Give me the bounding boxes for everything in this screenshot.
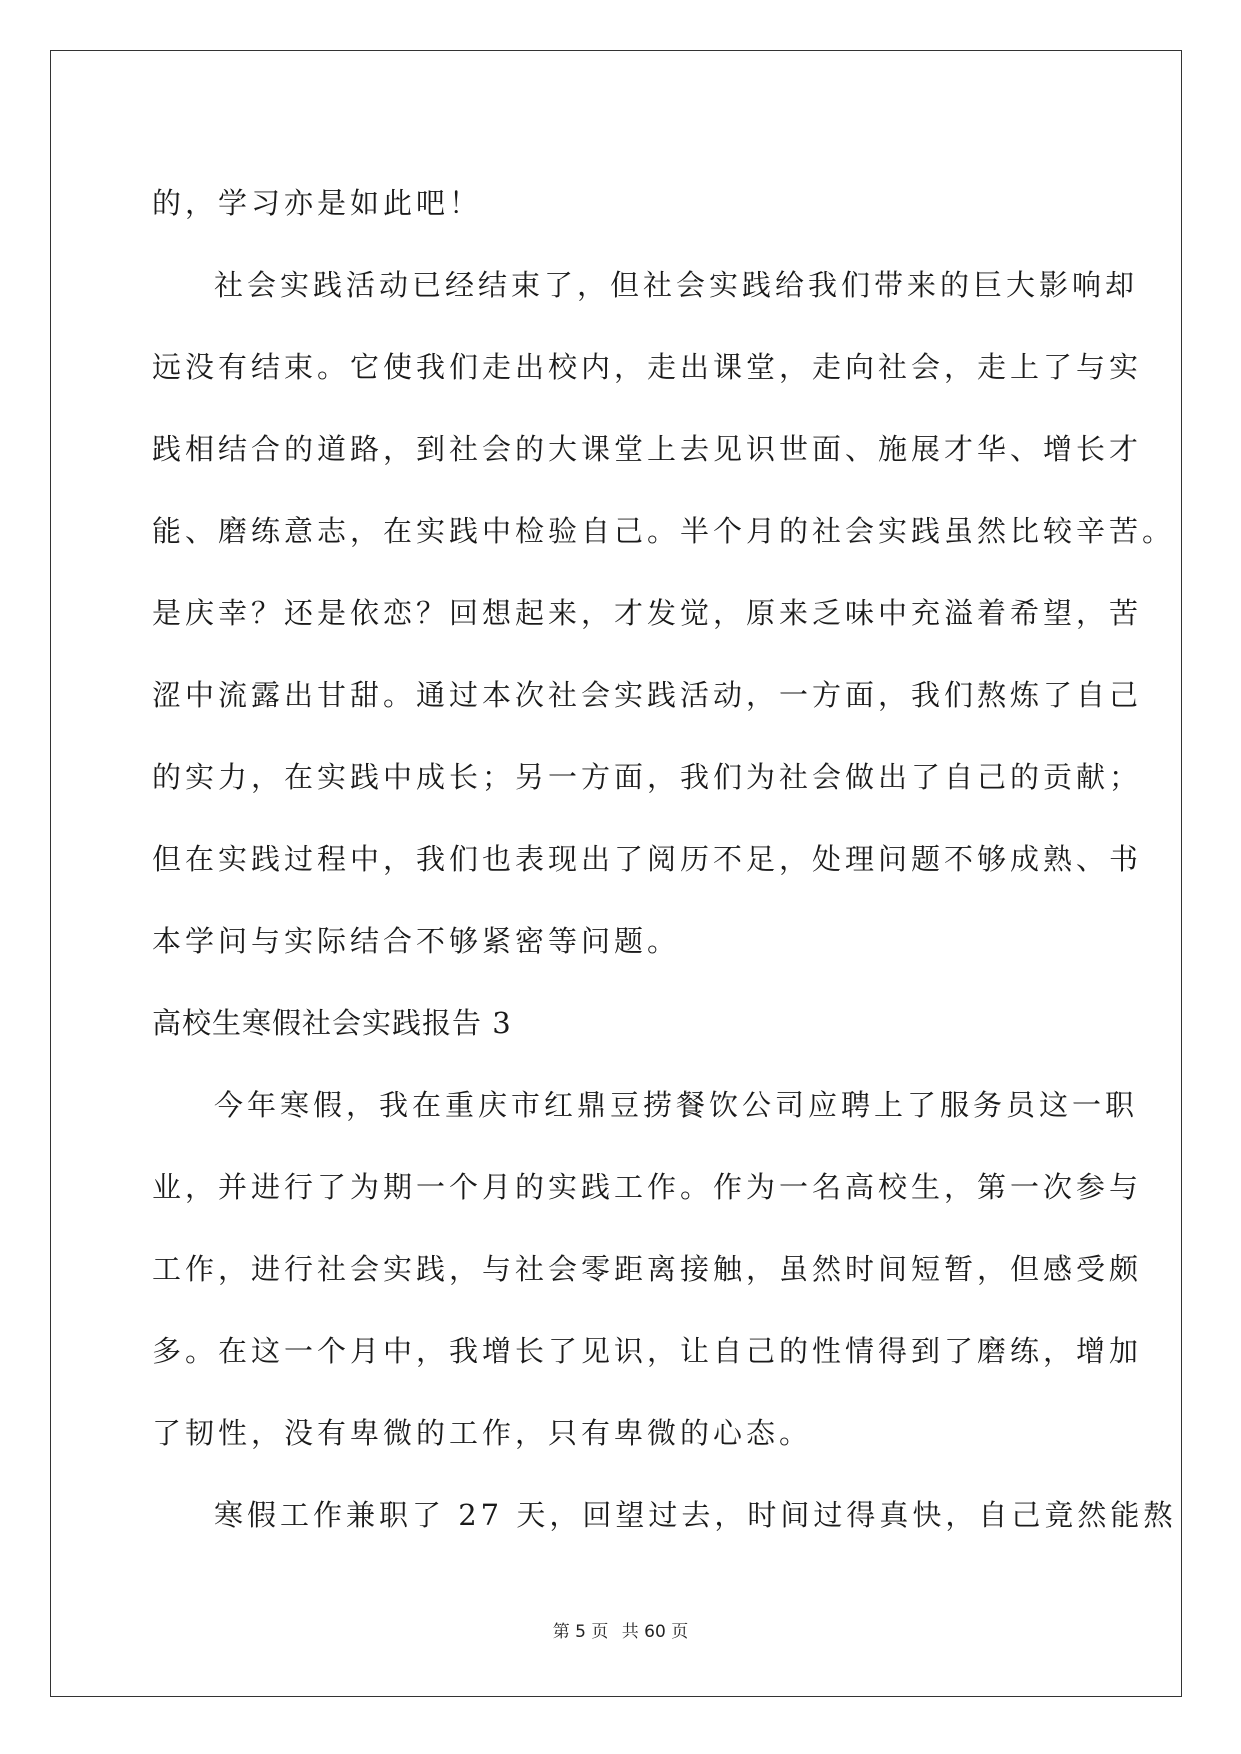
section-heading: 高校生寒假社会实践报告 3 — [152, 1006, 512, 1040]
paragraph-line: 涩中流露出甘甜。通过本次社会实践活动，一方面，我们熬炼了自己 — [152, 678, 1143, 712]
paragraph-line: 多。在这一个月中，我增长了见识，让自己的性情得到了磨练，增加 — [152, 1334, 1143, 1368]
paragraph-line: 但在实践过程中，我们也表现出了阅历不足，处理问题不够成熟、书 — [152, 842, 1143, 876]
paragraph-line: 寒假工作兼职了 27 天，回望过去，时间过得真快，自己竟然能熬 — [214, 1498, 1177, 1532]
paragraph-line: 践相结合的道路，到社会的大课堂上去见识世面、施展才华、增长才 — [152, 432, 1143, 466]
paragraph-line: 工作，进行社会实践，与社会零距离接触，虽然时间短暂，但感受颇 — [152, 1252, 1143, 1286]
page-total: 共 60 页 — [621, 1622, 689, 1642]
paragraph-line: 的实力，在实践中成长；另一方面，我们为社会做出了自己的贡献； — [152, 760, 1143, 794]
paragraph-line: 能、磨练意志，在实践中检验自己。半个月的社会实践虽然比较辛苦。 — [152, 514, 1176, 548]
page-number: 第 5 页 — [552, 1622, 609, 1642]
paragraph-line: 远没有结束。它使我们走出校内，走出课堂，走向社会，走上了与实 — [152, 350, 1143, 384]
page-footer — [0, 1617, 1241, 1642]
paragraph-line: 社会实践活动已经结束了，但社会实践给我们带来的巨大影响却 — [214, 268, 1139, 302]
paragraph-line: 的，学习亦是如此吧！ — [152, 186, 483, 220]
paragraph-line: 了韧性，没有卑微的工作，只有卑微的心态。 — [152, 1416, 813, 1450]
document-body — [152, 162, 1177, 1556]
paragraph-line: 今年寒假，我在重庆市红鼎豆捞餐饮公司应聘上了服务员这一职 — [214, 1088, 1139, 1122]
paragraph-line: 本学问与实际结合不够紧密等问题。 — [152, 924, 681, 958]
paragraph-line: 是庆幸？还是依恋？回想起来，才发觉，原来乏味中充溢着希望，苦 — [152, 596, 1143, 630]
paragraph-line: 业，并进行了为期一个月的实践工作。作为一名高校生，第一次参与 — [152, 1170, 1143, 1204]
